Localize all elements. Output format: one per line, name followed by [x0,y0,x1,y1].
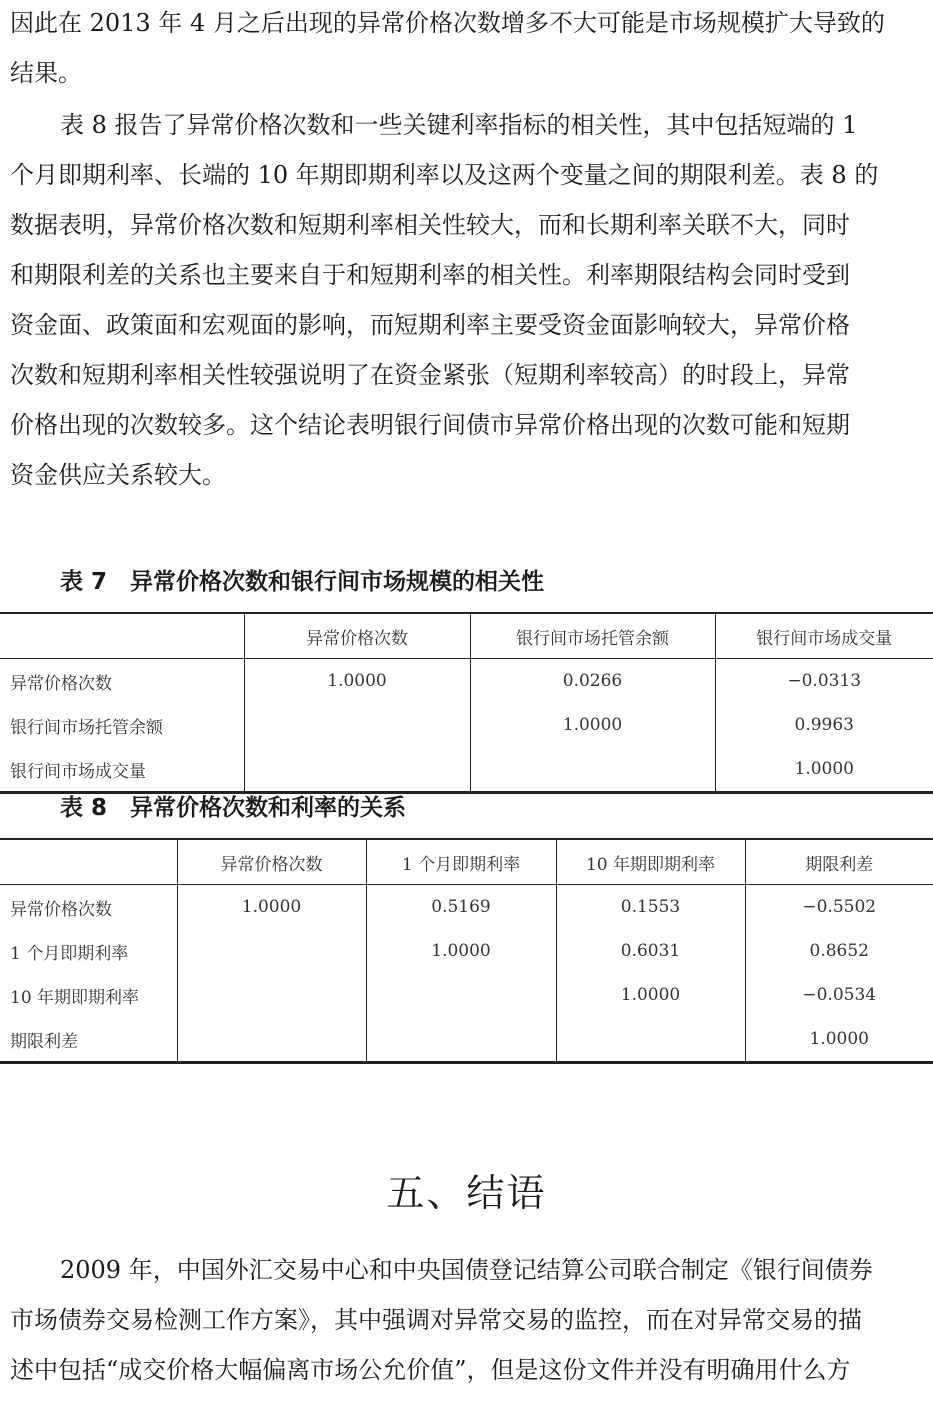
table-cell [366,973,556,1017]
paragraph-line: 2009 年，中国外汇交易中心和中央国债登记结算公司联合制定《银行间债券 [60,1256,873,1284]
table8 [0,838,933,1064]
table-cell: 1.0000 [715,747,933,793]
table-header-row [0,839,933,885]
table-row [0,929,933,973]
table-cell: 0.5169 [366,885,556,930]
table-cell [244,703,470,747]
paragraph-line: 结果。 [10,59,82,87]
paragraph-line: 个月即期利率、长端的 10 年期即期利率以及这两个变量之间的期限利差。表 8 的 [10,161,879,189]
row-label: 银行间市场成交量 [10,761,146,782]
paragraph-line: 次数和短期利率相关性较强说明了在资金紧张（短期利率较高）的时段上，异常 [10,361,850,389]
paragraph-line: 数据表明，异常价格次数和短期利率相关性较大，而和长期利率关联不大，同时 [10,211,850,239]
row-label: 异常价格次数 [10,673,112,694]
table-row [0,1017,933,1063]
table-cell: 1.0000 [244,659,470,704]
paragraph-line: 价格出现的次数较多。这个结论表明银行间债市异常价格出现的次数可能和短期 [10,411,850,439]
intro-paragraph [10,0,922,98]
table-cell [556,1017,745,1063]
header-cell [0,839,177,885]
header-cell: 银行间市场成交量 [715,613,933,659]
paragraph-line: 表 8 报告了异常价格次数和一些关键利率指标的相关性，其中包括短端的 1 [60,111,858,139]
header-cell: 期限利差 [745,839,933,885]
paragraph-line: 述中包括“成交价格大幅偏离市场公允价值”，但是这份文件并没有明确用什么方 [10,1356,851,1384]
table-cell [366,1017,556,1063]
row-label: 期限利差 [10,1031,78,1052]
table7 [0,612,933,794]
table-cell [177,973,366,1017]
table8-caption: 表 8 异常价格次数和利率的关系 [60,795,407,821]
header-cell: 10 年期即期利率 [556,839,745,885]
row-label: 银行间市场托管余额 [10,717,163,738]
table-row [0,973,933,1017]
paragraph-line: 因此在 2013 年 4 月之后出现的异常价格次数增多不大可能是市场规模扩大导致的 [10,9,885,37]
table-cell: 0.9963 [715,703,933,747]
table-cell: 0.1553 [556,885,745,930]
paragraph-line: 资金供应关系较大。 [10,461,226,489]
table-cell: 0.8652 [745,929,933,973]
table-row [0,747,933,793]
table-cell: 1.0000 [470,703,715,747]
conclusion-paragraph [10,1245,922,1395]
header-cell: 异常价格次数 [244,613,470,659]
table7-caption: 表 7 异常价格次数和银行间市场规模的相关性 [60,569,545,595]
paragraph-line: 和期限利差的关系也主要来自于和短期利率的相关性。利率期限结构会同时受到 [10,261,850,289]
row-label: 1 个月即期利率 [10,943,129,964]
row-label: 异常价格次数 [10,899,112,920]
table-cell: 0.6031 [556,929,745,973]
table-row [0,659,933,704]
header-cell: 银行间市场托管余额 [470,613,715,659]
table-cell: 1.0000 [556,973,745,1017]
header-cell: 异常价格次数 [177,839,366,885]
table-cell [244,747,470,793]
table-cell: 1.0000 [177,885,366,930]
table-cell: −0.5502 [745,885,933,930]
table-cell: −0.0313 [715,659,933,704]
table-header-row [0,613,933,659]
table-cell: 1.0000 [366,929,556,973]
table-cell [470,747,715,793]
paragraph-line: 资金面、政策面和宏观面的影响，而短期利率主要受资金面影响较大，异常价格 [10,311,850,339]
table-cell: 0.0266 [470,659,715,704]
header-cell: 1 个月即期利率 [366,839,556,885]
table-cell [177,929,366,973]
section-title: 五、结语 [386,1171,547,1215]
table-cell: −0.0534 [745,973,933,1017]
table-cell [177,1017,366,1063]
header-cell [0,613,244,659]
analysis-paragraph [10,100,922,500]
table-row [0,703,933,747]
row-label: 10 年期即期利率 [10,987,140,1008]
table-cell: 1.0000 [745,1017,933,1063]
table-row [0,885,933,930]
paragraph-line: 市场债券交易检测工作方案》，其中强调对异常交易的监控，而在对异常交易的描 [10,1306,862,1334]
